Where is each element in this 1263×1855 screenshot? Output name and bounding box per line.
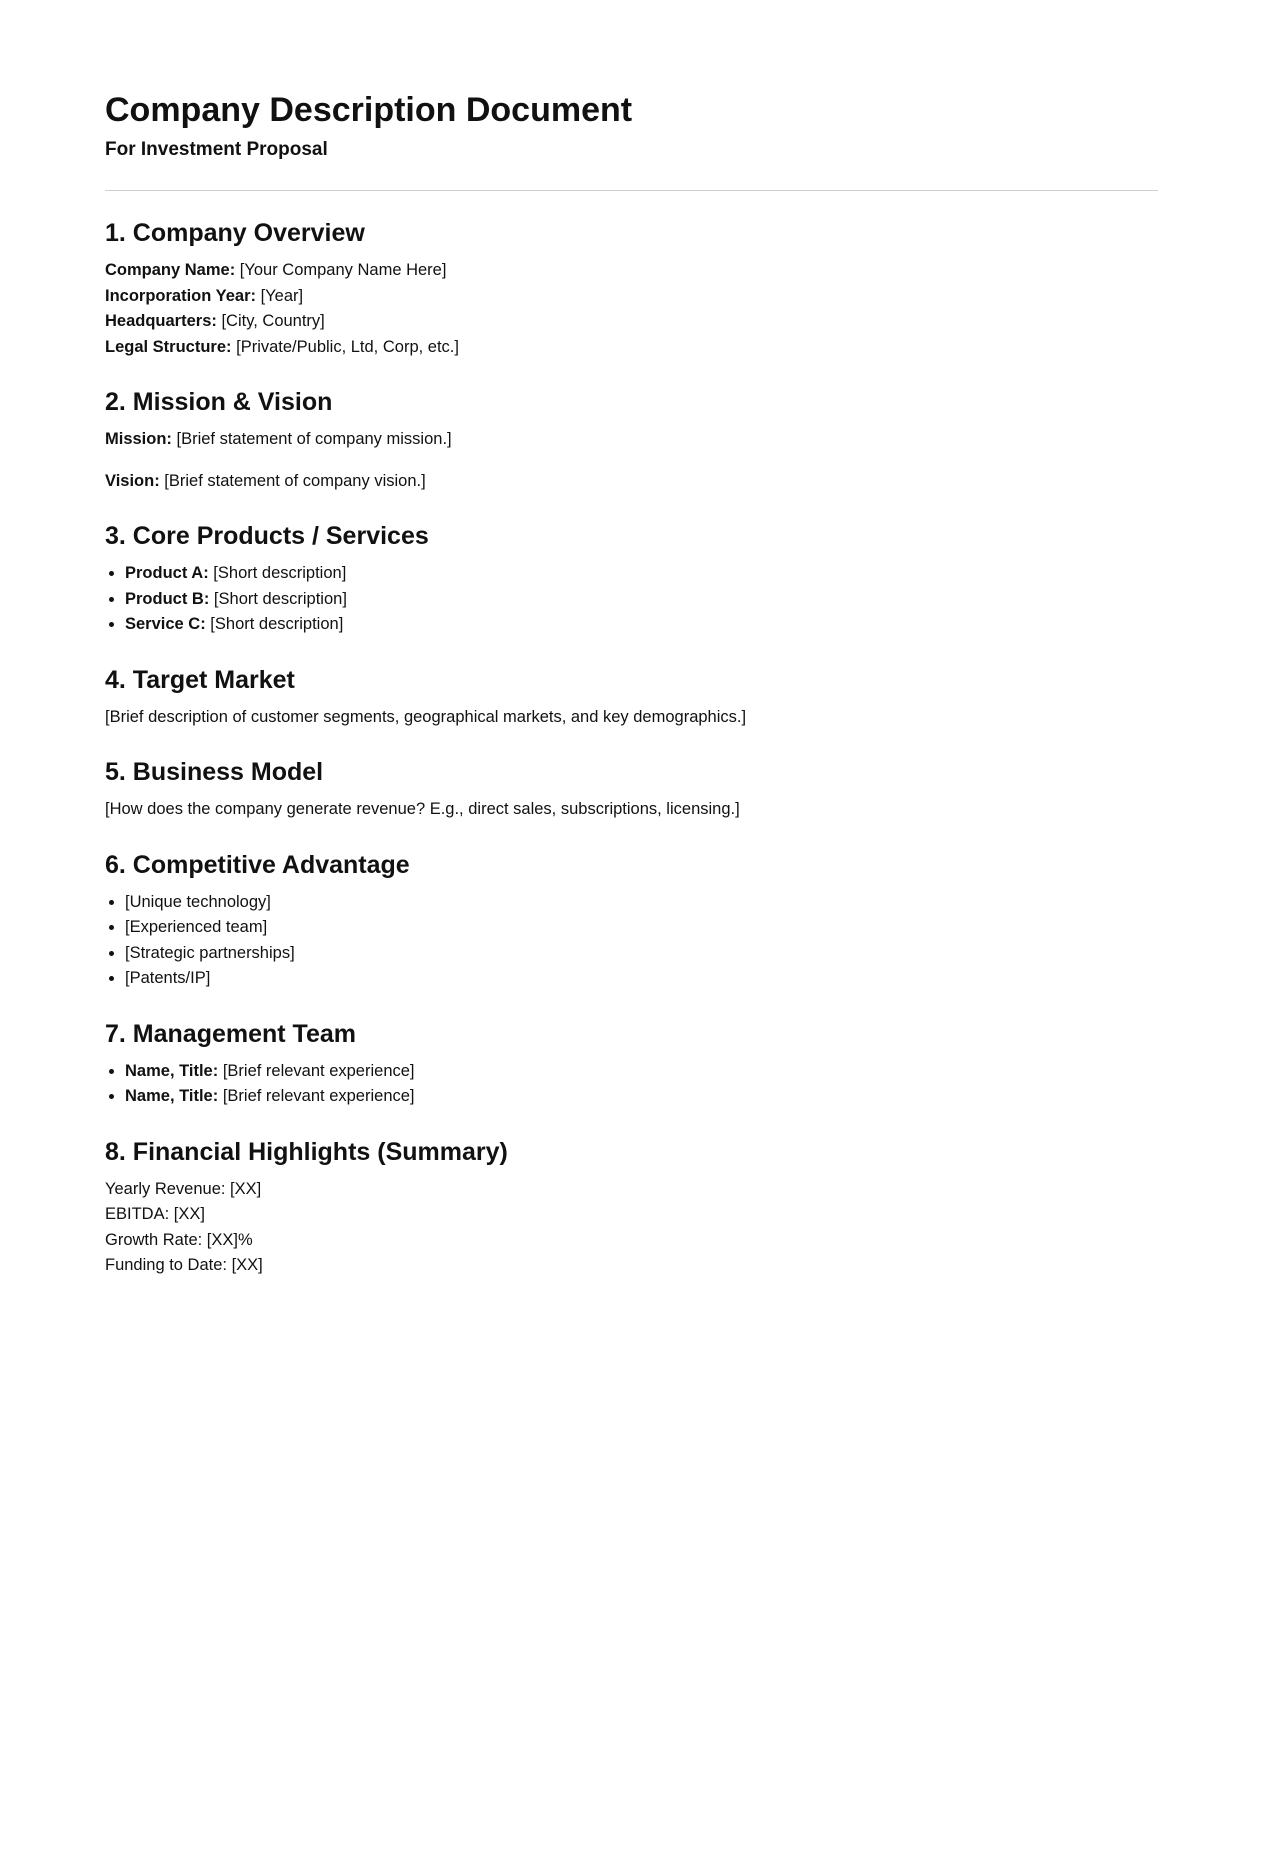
financial-line-ebitda: EBITDA: [XX] bbox=[105, 1205, 205, 1223]
mission-vision-body bbox=[105, 427, 1158, 494]
section-core-products bbox=[105, 521, 1158, 638]
field-label: Legal Structure: bbox=[105, 337, 232, 356]
section-mission-vision bbox=[105, 387, 1158, 494]
section-heading: 1. Company Overview bbox=[105, 219, 365, 247]
list-item: • [Patents/IP] bbox=[125, 966, 1158, 992]
list-item bbox=[125, 612, 1158, 638]
products-list bbox=[105, 561, 1158, 638]
business-model-body bbox=[105, 797, 1158, 823]
section-heading: 8. Financial Highlights (Summary) bbox=[105, 1137, 508, 1166]
field-value: [City, Country] bbox=[216, 312, 325, 330]
section-heading: 6. Competitive Advantage bbox=[105, 850, 410, 879]
field-label: Incorporation Year: bbox=[105, 286, 256, 305]
section-heading: 5. Business Model bbox=[105, 758, 324, 786]
list-item: • [Experienced team] bbox=[125, 915, 1158, 941]
financial-line-growth-rate: Growth Rate: [XX]% bbox=[105, 1230, 253, 1249]
item-label: Service C: bbox=[125, 615, 206, 633]
section-heading: 7. Management Team bbox=[105, 1019, 357, 1048]
document-subtitle: For Investment Proposal bbox=[105, 139, 328, 160]
financial-line-funding: Funding to Date: [XX] bbox=[105, 1256, 263, 1274]
list-item: • [Unique technology] bbox=[125, 890, 1158, 916]
section-heading: 3. Core Products / Services bbox=[105, 522, 429, 550]
item-value: [Brief relevant experience] bbox=[218, 1087, 415, 1105]
section-heading: 4. Target Market bbox=[105, 665, 295, 694]
section-heading: 2. Mission & Vision bbox=[105, 388, 333, 416]
section-competitive-advantage bbox=[105, 850, 1158, 992]
section-target-market bbox=[105, 665, 1158, 731]
list-item: • [Strategic partnerships] bbox=[125, 941, 1158, 967]
field-label: Company Name: bbox=[105, 261, 236, 279]
market-description: [Brief description of customer segments, geographical markets, and key demographics.] bbox=[105, 707, 747, 726]
item-value: [Short description] bbox=[208, 564, 347, 582]
overview-row-incorporation-year bbox=[105, 284, 1158, 310]
list-item bbox=[125, 1059, 1158, 1085]
overview-details bbox=[105, 258, 1158, 360]
market-body bbox=[105, 705, 1158, 731]
financials-body bbox=[105, 1177, 1158, 1279]
field-value: [Private/Public, Ltd, Corp, etc.] bbox=[231, 337, 459, 356]
section-financial-highlights bbox=[105, 1137, 1158, 1279]
list-item bbox=[125, 587, 1158, 613]
item-value: [Short description] bbox=[205, 615, 344, 633]
field-value: [Brief statement of company mission.] bbox=[171, 430, 452, 448]
overview-row-company-name bbox=[105, 258, 1158, 284]
field-value: [Year] bbox=[255, 286, 304, 305]
document-title: Company Description Document bbox=[105, 91, 633, 129]
financial-line-revenue: Yearly Revenue: [XX] bbox=[105, 1179, 262, 1198]
list-item bbox=[125, 1084, 1158, 1110]
field-value: [Brief statement of company vision.] bbox=[159, 471, 426, 490]
item-label: Product B: bbox=[125, 589, 210, 608]
overview-row-legal-structure bbox=[105, 335, 1158, 361]
business-model-description: [How does the company generate revenue? E.g., direct sales, subscriptions, licensing.] bbox=[105, 800, 740, 818]
item-label: Name, Title: bbox=[125, 1061, 219, 1080]
header-divider bbox=[105, 190, 1158, 191]
field-value: [Your Company Name Here] bbox=[235, 261, 447, 279]
team-list bbox=[105, 1059, 1158, 1110]
item-label: Product A: bbox=[125, 564, 209, 582]
item-label: Name, Title: bbox=[125, 1087, 219, 1105]
field-label: Mission: bbox=[105, 430, 172, 448]
item-value: [Brief relevant experience] bbox=[218, 1061, 415, 1080]
products-body bbox=[105, 561, 1158, 638]
vision-statement bbox=[105, 469, 1158, 495]
section-management-team bbox=[105, 1019, 1158, 1110]
item-value: [Short description] bbox=[209, 589, 347, 608]
section-company-overview bbox=[105, 218, 1158, 360]
field-label: Headquarters: bbox=[105, 312, 217, 330]
team-body bbox=[105, 1059, 1158, 1110]
advantage-body bbox=[105, 890, 1158, 992]
field-label: Vision: bbox=[105, 471, 160, 490]
overview-row-headquarters bbox=[105, 309, 1158, 335]
advantage-list bbox=[105, 890, 1158, 992]
list-item bbox=[125, 561, 1158, 587]
mission-statement bbox=[105, 427, 1158, 453]
section-business-model bbox=[105, 757, 1158, 823]
